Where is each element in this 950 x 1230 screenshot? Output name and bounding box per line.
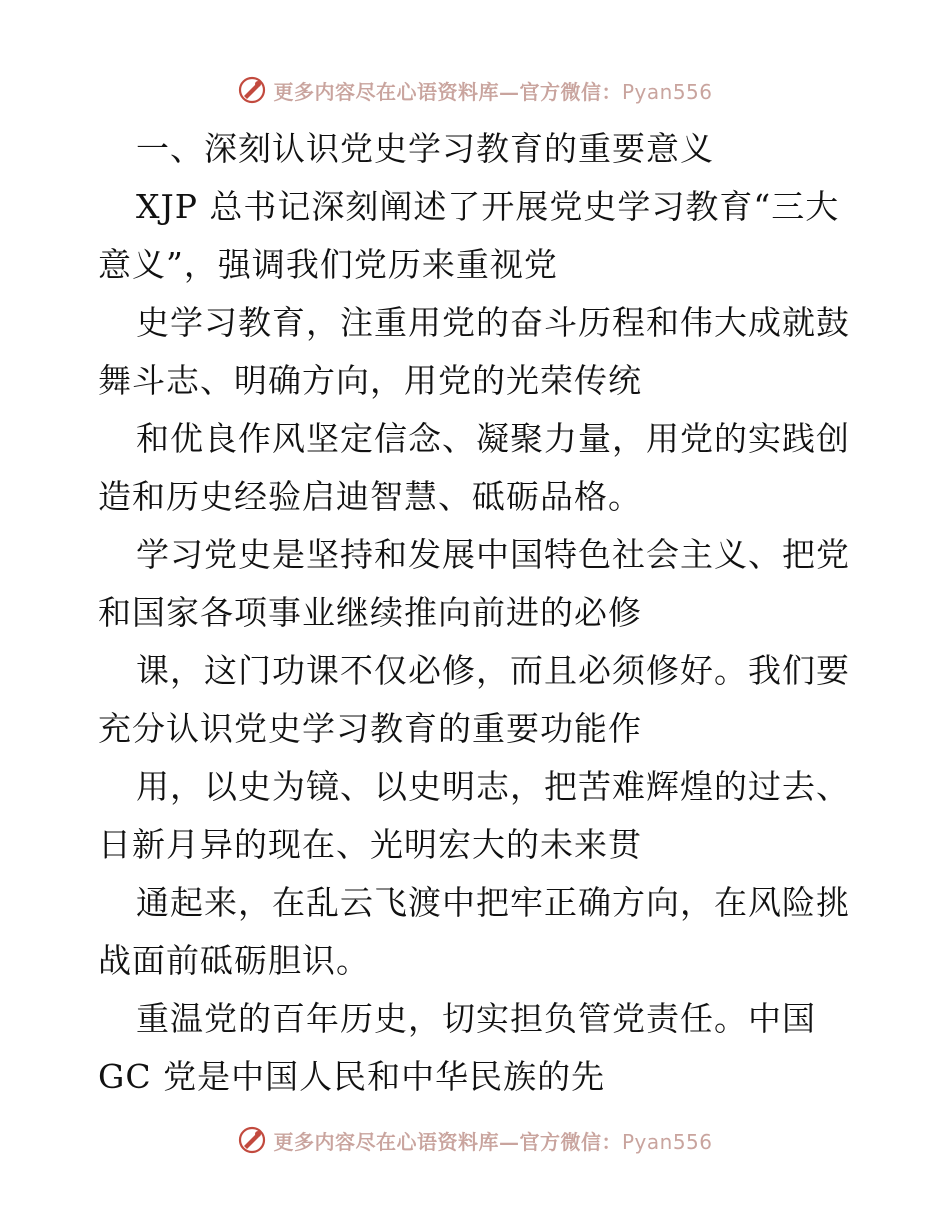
header-watermark [0,70,950,110]
text-line: 重温党的百年历史，切实担负管党责任。中国 [136,999,816,1038]
footer-watermark [0,1120,950,1160]
document-body [98,120,858,1106]
watermark-label: 更多内容尽在心语资料库—官方微信： [273,1129,622,1154]
text-line: 和国家各项事业继续推向前进的必修 [98,593,642,632]
text-line: 舞斗志、明确方向，用党的光荣传统 [98,361,642,400]
text-line: 用，以史为镜、以史明志，把苦难辉煌的过去、 [136,767,850,806]
brand-logo-icon [237,1125,267,1155]
watermark-wechat-id: Pyan556 [621,1129,713,1154]
text-line: 和优良作风坚定信念、凝聚力量，用党的实践创 [136,419,850,458]
text-line: XJP 总书记深刻阐述了开展党史学习教育“三大 [136,187,840,226]
text-line: 日新月异的现在、光明宏大的未来贯 [98,825,642,864]
text-line: 造和历史经验启迪智慧、砥砺品格。 [98,477,642,516]
watermark-text [273,1126,712,1155]
brand-logo-icon [237,75,267,105]
text-line: 史学习教育，注重用党的奋斗历程和伟大成就鼓 [136,303,850,342]
text-line: 学习党史是坚持和发展中国特色社会主义、把党 [136,535,850,574]
text-line: 充分认识党史学习教育的重要功能作 [98,709,642,748]
text-line: GC 党是中国人民和中华民族的先 [98,1057,606,1096]
text-line: 一、深刻认识党史学习教育的重要意义 [136,129,714,168]
text-line: 通起来，在乱云飞渡中把牢正确方向，在风险挑 [136,883,850,922]
watermark-label: 更多内容尽在心语资料库—官方微信： [273,79,622,104]
text-line: 战面前砥砺胆识。 [98,941,370,980]
text-line: 意义”，强调我们党历来重视党 [98,245,558,284]
text-line: 课，这门功课不仅必修，而且必须修好。我们要 [136,651,850,690]
watermark-wechat-id: Pyan556 [621,79,713,104]
watermark-text [273,76,712,105]
